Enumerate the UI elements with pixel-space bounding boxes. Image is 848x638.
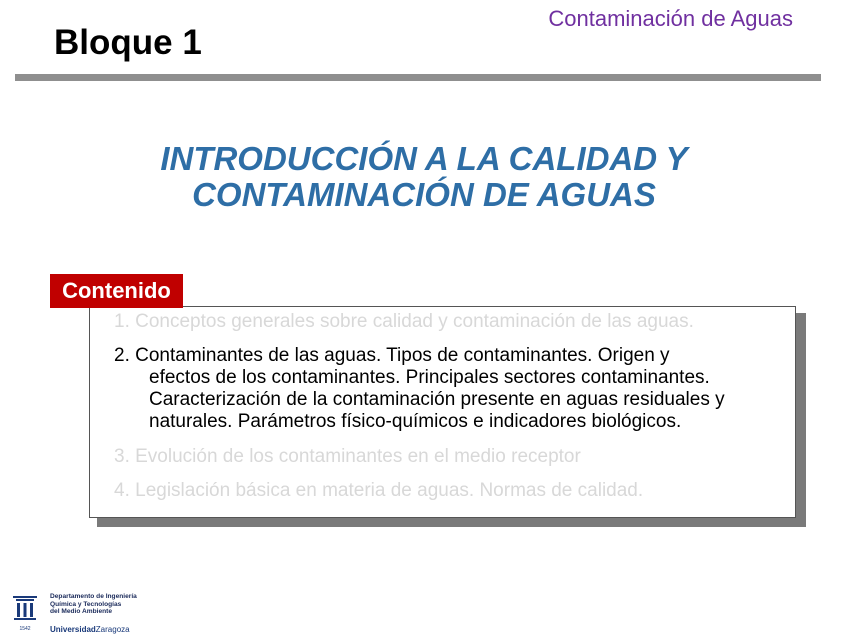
university-name-a: Universidad	[50, 625, 96, 634]
contents-item-2-line-3: Caracterización de la contaminación presente en aguas residuales y	[149, 389, 725, 410]
contents-item-1-text: 1. Conceptos generales sobre calidad y contaminación de las aguas.	[114, 311, 694, 332]
contents-item-3	[114, 446, 784, 468]
contents-item-2	[114, 345, 784, 433]
contents-item-1	[114, 311, 784, 333]
header-divider	[15, 74, 821, 81]
contents-item-2-line-2: efectos de los contaminantes. Principales sectores contaminantes.	[149, 367, 710, 388]
slide-title-line-1: INTRODUCCIÓN A LA CALIDAD Y	[160, 140, 688, 177]
university-name-b: Zaragoza	[95, 625, 130, 634]
department-line-3: del Medio Ambiente	[50, 608, 113, 616]
contents-label: Contenido	[50, 274, 183, 308]
department-line-1: Departamento de Ingeniería	[50, 593, 137, 600]
department-name	[50, 593, 137, 616]
contents-item-2-text: 2. Contaminantes de las aguas. Tipos de contaminantes. Origen y	[114, 345, 670, 366]
contents-item-3-text: 3. Evolución de los contaminantes en el medio receptor	[114, 446, 581, 467]
department-line-2: Química y Tecnologías	[50, 600, 122, 608]
contents-item-4-text: 4. Legislación básica en materia de aguas. Normas de calidad.	[114, 480, 644, 501]
course-subject: Contaminación de Aguas	[548, 6, 793, 31]
contents-item-2-line-4: naturales. Parámetros físico-químicos e indicadores biológicos.	[149, 411, 682, 432]
emblem-year: 1542	[19, 626, 31, 632]
university-name	[50, 625, 130, 634]
university-logo	[10, 593, 160, 633]
block-title: Bloque 1	[54, 23, 202, 62]
university-emblem-icon	[10, 593, 40, 633]
slide-title-line-2: CONTAMINACIÓN DE AGUAS	[192, 176, 656, 213]
contents-item-4	[114, 480, 784, 502]
slide-title	[0, 141, 848, 213]
